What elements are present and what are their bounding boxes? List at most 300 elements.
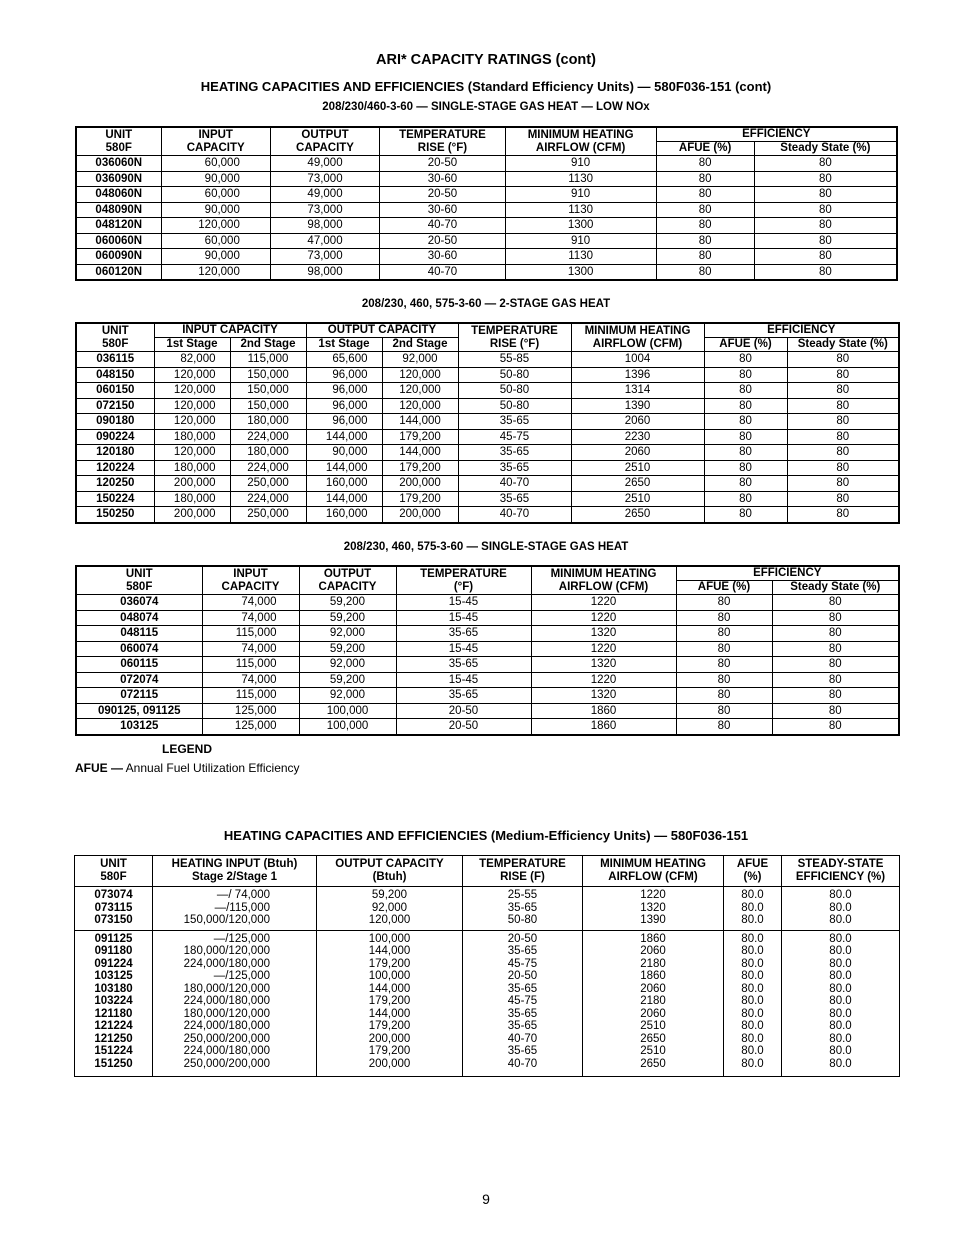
table-cell: 15-45 (396, 672, 531, 688)
table-cell: 120,000 (161, 218, 270, 234)
col-efficiency: EFFICIENCY (704, 323, 899, 338)
table-cell: 250,000 (230, 507, 306, 523)
unit-cell: 036074 (76, 595, 202, 611)
col-unit: UNIT 580F (75, 856, 153, 887)
table-cell: 82,000 (154, 352, 230, 368)
table-cell: 120,000 (382, 383, 458, 399)
table-cell: 80 (787, 445, 899, 461)
table-cell: 80 (772, 595, 899, 611)
table-row (76, 187, 897, 203)
table-cell: 80 (754, 202, 897, 218)
table-row (76, 460, 899, 476)
table-cell: 35-65 (396, 688, 531, 704)
legend-entry (75, 761, 300, 775)
table-cell: 15-45 (396, 595, 531, 611)
col-input: INPUT CAPACITY (161, 127, 270, 156)
table-cell: 250,000 (230, 476, 306, 492)
table-row (76, 641, 899, 657)
input-list: —/ 74,000 —/115,000 150,000/120,000 (153, 887, 317, 931)
table-cell: 144,000 (382, 414, 458, 430)
table-cell: 2650 (571, 476, 704, 492)
table1-caption: 208/230/460-3-60 — SINGLE-STAGE GAS HEAT — LOW NOx (322, 101, 650, 113)
unit-cell: 090180 (76, 414, 154, 430)
col-output-stage2: 2nd Stage (382, 338, 458, 352)
table-cell: 1130 (505, 202, 656, 218)
table-cell: 80 (656, 156, 754, 172)
table-cell: 910 (505, 233, 656, 249)
table-cell: 96,000 (306, 414, 382, 430)
table-cell: 80 (704, 476, 787, 492)
unit-cell: 120180 (76, 445, 154, 461)
table-cell: 80 (787, 476, 899, 492)
table-cell: 1300 (505, 218, 656, 234)
table-cell: 80 (704, 445, 787, 461)
table-cell: 59,200 (299, 610, 396, 626)
table-cell: 59,200 (299, 672, 396, 688)
table3-body (76, 595, 899, 735)
table-row (76, 703, 899, 719)
table-cell: 120,000 (154, 383, 230, 399)
table-cell: 1860 (531, 719, 676, 735)
table-cell: 80 (704, 352, 787, 368)
table-cell: 20-50 (380, 187, 506, 203)
table-cell: 74,000 (202, 641, 299, 657)
single-stage-table (75, 565, 900, 736)
output-list: 100,000 144,000 179,200 100,000 144,000 179,200 144,000 179,200 200,000 179,200 200,000 (317, 930, 463, 1077)
table-cell: 80 (656, 249, 754, 265)
table-cell: 115,000 (202, 626, 299, 642)
col-efficiency: EFFICIENCY (676, 566, 899, 581)
table-row (76, 352, 899, 368)
table-cell: 35-65 (458, 491, 571, 507)
unit-list: 073074 073115 073150 (75, 887, 153, 931)
table-cell: 80 (754, 187, 897, 203)
table-cell: 910 (505, 187, 656, 203)
table1-body (76, 156, 897, 281)
table-cell: 90,000 (161, 249, 270, 265)
table-cell: 90,000 (161, 202, 270, 218)
unit-cell: 048074 (76, 610, 202, 626)
output-list: 59,200 92,000 120,000 (317, 887, 463, 931)
table-cell: 80 (676, 610, 772, 626)
unit-cell: 036090N (76, 171, 161, 187)
table-cell: 80 (656, 218, 754, 234)
table-cell: 50-80 (458, 367, 571, 383)
table-cell: 120,000 (161, 264, 270, 280)
table-row (76, 233, 897, 249)
table-cell: 200,000 (154, 476, 230, 492)
table-cell: 92,000 (299, 657, 396, 673)
table-cell: 98,000 (270, 218, 379, 234)
table-cell: 910 (505, 156, 656, 172)
table-cell: 80 (676, 719, 772, 735)
table-row (76, 719, 899, 735)
table-cell: 47,000 (270, 233, 379, 249)
table-cell: 80 (772, 703, 899, 719)
steady-list: 80.0 80.0 80.0 (782, 887, 900, 931)
col-airflow: MINIMUM HEATING AIRFLOW (CFM) (505, 127, 656, 156)
table-cell: 80 (787, 383, 899, 399)
table-cell: 40-70 (458, 507, 571, 523)
table-cell: 180,000 (230, 414, 306, 430)
unit-cell: 036060N (76, 156, 161, 172)
table-cell: 80 (704, 398, 787, 414)
table-cell: 74,000 (202, 595, 299, 611)
legend-heading: LEGEND (162, 742, 213, 756)
table-cell: 80 (772, 688, 899, 704)
table-cell: 74,000 (202, 610, 299, 626)
table-cell: 40-70 (380, 264, 506, 280)
table-cell: 1390 (571, 398, 704, 414)
table-cell: 115,000 (202, 657, 299, 673)
unit-cell: 060060N (76, 233, 161, 249)
table-cell: 180,000 (230, 445, 306, 461)
table-cell: 115,000 (230, 352, 306, 368)
table-cell: 180,000 (154, 491, 230, 507)
table-cell: 55-85 (458, 352, 571, 368)
table-cell: 120,000 (154, 445, 230, 461)
table-cell: 160,000 (306, 507, 382, 523)
input-list: —/125,000 180,000/120,000 224,000/180,000 —/125,000 180,000/120,000 224,000/180,000 180,000/120,000 224,000/180,000 250,000/200,000 224,000/180,000 250,000/200,000 (153, 930, 317, 1077)
table3-caption: 208/230, 460, 575-3-60 — SINGLE-STAGE GAS HEAT (343, 541, 629, 553)
table-cell: 45-75 (458, 429, 571, 445)
unit-cell: 072115 (76, 688, 202, 704)
table-cell: 200,000 (154, 507, 230, 523)
table-cell: 80 (656, 202, 754, 218)
table-cell: 179,200 (382, 429, 458, 445)
temp-list: 25-55 35-65 50-80 (463, 887, 583, 931)
airflow-list: 1220 1320 1390 (583, 887, 724, 931)
col-afue: AFUE (%) (676, 581, 772, 595)
col-afue: AFUE (%) (724, 856, 782, 887)
table-cell: 98,000 (270, 264, 379, 280)
table-cell: 1320 (531, 657, 676, 673)
table-cell: 20-50 (396, 719, 531, 735)
table-cell: 2510 (571, 491, 704, 507)
unit-cell: 060090N (76, 249, 161, 265)
table-cell: 80 (787, 460, 899, 476)
table-row-group-091-151 (75, 930, 900, 1077)
table-row (76, 202, 897, 218)
table-cell: 1130 (505, 249, 656, 265)
table-cell: 90,000 (161, 171, 270, 187)
table-cell: 50-80 (458, 383, 571, 399)
table-cell: 144,000 (382, 445, 458, 461)
table-cell: 1220 (531, 672, 676, 688)
table-cell: 150,000 (230, 383, 306, 399)
table-cell: 73,000 (270, 249, 379, 265)
table-cell: 115,000 (202, 688, 299, 704)
unit-cell: 120224 (76, 460, 154, 476)
table-cell: 96,000 (306, 383, 382, 399)
unit-cell: 048150 (76, 367, 154, 383)
col-output-capacity: OUTPUT CAPACITY (Btuh) (317, 856, 463, 887)
table-cell: 73,000 (270, 171, 379, 187)
col-output-stage1: 1st Stage (306, 338, 382, 352)
temp-list: 20-50 35-65 45-75 20-50 35-65 45-75 35-65 35-65 40-70 35-65 40-70 (463, 930, 583, 1077)
table-cell: 40-70 (458, 476, 571, 492)
unit-cell: 060074 (76, 641, 202, 657)
table-cell: 80 (704, 491, 787, 507)
table-cell: 80 (787, 414, 899, 430)
table-cell: 96,000 (306, 367, 382, 383)
table-cell: 80 (704, 367, 787, 383)
table-cell: 80 (754, 171, 897, 187)
col-temp: TEMPERATURE (°F) (396, 566, 531, 595)
table-row (76, 445, 899, 461)
unit-cell: 090224 (76, 429, 154, 445)
table-row (76, 672, 899, 688)
table-cell: 80 (754, 156, 897, 172)
table-cell: 2230 (571, 429, 704, 445)
table-cell: 80 (787, 507, 899, 523)
table-row (76, 610, 899, 626)
table-cell: 65,600 (306, 352, 382, 368)
unit-cell: 072074 (76, 672, 202, 688)
table-cell: 80 (704, 383, 787, 399)
table-row-group-073 (75, 887, 900, 931)
table-cell: 120,000 (382, 367, 458, 383)
table-cell: 80 (754, 264, 897, 280)
table-cell: 1396 (571, 367, 704, 383)
table-cell: 200,000 (382, 476, 458, 492)
table-cell: 30-60 (380, 202, 506, 218)
col-unit: UNIT 580F (76, 323, 154, 352)
table-cell: 80 (772, 610, 899, 626)
table-cell: 1220 (531, 610, 676, 626)
table-cell: 60,000 (161, 233, 270, 249)
table-cell: 80 (787, 491, 899, 507)
col-temp: TEMPERATURE RISE (°F) (380, 127, 506, 156)
table-cell: 20-50 (380, 156, 506, 172)
unit-cell: 060115 (76, 657, 202, 673)
table-cell: 80 (787, 398, 899, 414)
table-cell: 180,000 (154, 460, 230, 476)
table-row (76, 383, 899, 399)
col-input-stage2: 2nd Stage (230, 338, 306, 352)
table-cell: 80 (704, 507, 787, 523)
unit-cell: 072150 (76, 398, 154, 414)
table-cell: 60,000 (161, 156, 270, 172)
table-cell: 15-45 (396, 641, 531, 657)
table-cell: 120,000 (154, 398, 230, 414)
unit-cell: 048060N (76, 187, 161, 203)
table-cell: 80 (656, 187, 754, 203)
table-cell: 180,000 (154, 429, 230, 445)
table-cell: 80 (704, 460, 787, 476)
col-temp: TEMPERATURE RISE (°F) (458, 323, 571, 352)
table-cell: 80 (772, 672, 899, 688)
table-cell: 92,000 (382, 352, 458, 368)
table-cell: 200,000 (382, 507, 458, 523)
table-cell: 120,000 (382, 398, 458, 414)
table-row (76, 491, 899, 507)
unit-cell: 150250 (76, 507, 154, 523)
afue-list: 80.0 80.0 80.0 80.0 80.0 80.0 80.0 80.0 80.0 80.0 80.0 (724, 930, 782, 1077)
table-cell: 80 (676, 641, 772, 657)
page-number: 9 (482, 1191, 490, 1207)
table2-caption: 208/230, 460, 575-3-60 — 2-STAGE GAS HEAT (361, 298, 611, 310)
table-cell: 80 (676, 672, 772, 688)
table-row (76, 429, 899, 445)
table-cell: 1860 (531, 703, 676, 719)
table-row (76, 156, 897, 172)
table-cell: 49,000 (270, 156, 379, 172)
table-row (76, 264, 897, 280)
col-steady: Steady State (%) (787, 338, 899, 352)
table-cell: 80 (772, 719, 899, 735)
table-cell: 150,000 (230, 398, 306, 414)
legend-definition: Annual Fuel Utilization Efficiency (125, 761, 300, 775)
table-cell: 40-70 (380, 218, 506, 234)
afue-list: 80.0 80.0 80.0 (724, 887, 782, 931)
low-nox-table (75, 126, 898, 281)
table-cell: 2650 (571, 507, 704, 523)
table-cell: 15-45 (396, 610, 531, 626)
unit-cell: 060120N (76, 264, 161, 280)
table-cell: 92,000 (299, 688, 396, 704)
table-row (76, 688, 899, 704)
table-cell: 224,000 (230, 491, 306, 507)
unit-cell: 103125 (76, 719, 202, 735)
table-cell: 60,000 (161, 187, 270, 203)
table-cell: 80 (704, 414, 787, 430)
col-output: OUTPUT CAPACITY (299, 566, 396, 595)
table-cell: 80 (787, 352, 899, 368)
table-cell: 80 (754, 249, 897, 265)
table-cell: 74,000 (202, 672, 299, 688)
table-cell: 150,000 (230, 367, 306, 383)
table-cell: 80 (787, 367, 899, 383)
table-cell: 80 (704, 429, 787, 445)
table-cell: 100,000 (299, 719, 396, 735)
col-steady: STEADY-STATE EFFICIENCY (%) (782, 856, 900, 887)
table-cell: 80 (656, 264, 754, 280)
table-cell: 90,000 (306, 445, 382, 461)
table-cell: 80 (676, 688, 772, 704)
table-cell: 80 (676, 626, 772, 642)
table-cell: 2060 (571, 445, 704, 461)
table-cell: 125,000 (202, 719, 299, 735)
table-cell: 80 (754, 218, 897, 234)
table-cell: 2060 (571, 414, 704, 430)
table-cell: 30-60 (380, 249, 506, 265)
unit-cell: 048120N (76, 218, 161, 234)
table-cell: 1300 (505, 264, 656, 280)
table-cell: 50-80 (458, 398, 571, 414)
table-cell: 80 (676, 703, 772, 719)
two-stage-table (75, 322, 900, 524)
unit-cell: 048115 (76, 626, 202, 642)
unit-cell: 036115 (76, 352, 154, 368)
table-cell: 144,000 (306, 460, 382, 476)
col-input-stage1: 1st Stage (154, 338, 230, 352)
table-cell: 80 (676, 595, 772, 611)
table-cell: 1220 (531, 641, 676, 657)
col-output: OUTPUT CAPACITY (270, 127, 379, 156)
table-cell: 224,000 (230, 429, 306, 445)
table-cell: 59,200 (299, 641, 396, 657)
steady-list: 80.0 80.0 80.0 80.0 80.0 80.0 80.0 80.0 80.0 80.0 80.0 (782, 930, 900, 1077)
table-cell: 49,000 (270, 187, 379, 203)
unit-cell: 150224 (76, 491, 154, 507)
page-title: ARI* CAPACITY RATINGS (cont) (376, 52, 596, 68)
col-heating-input: HEATING INPUT (Btuh) Stage 2/Stage 1 (153, 856, 317, 887)
table-cell: 120,000 (154, 367, 230, 383)
table-cell: 92,000 (299, 626, 396, 642)
table-cell: 2510 (571, 460, 704, 476)
table-row (76, 595, 899, 611)
table-cell: 20-50 (396, 703, 531, 719)
col-input: INPUT CAPACITY (202, 566, 299, 595)
table-cell: 35-65 (458, 414, 571, 430)
table-cell: 80 (772, 641, 899, 657)
table-cell: 224,000 (230, 460, 306, 476)
table-cell: 35-65 (396, 626, 531, 642)
table-cell: 35-65 (458, 460, 571, 476)
table-cell: 80 (754, 233, 897, 249)
legend-term: AFUE — (75, 761, 123, 775)
table-row (76, 367, 899, 383)
table-cell: 125,000 (202, 703, 299, 719)
table-cell: 179,200 (382, 491, 458, 507)
airflow-list: 1860 2060 2180 1860 2060 2180 2060 2510 2650 2510 2650 (583, 930, 724, 1077)
table-cell: 80 (676, 657, 772, 673)
table-cell: 1320 (531, 626, 676, 642)
unit-cell: 048090N (76, 202, 161, 218)
unit-cell: 060150 (76, 383, 154, 399)
unit-cell: 090125, 091125 (76, 703, 202, 719)
table-cell: 96,000 (306, 398, 382, 414)
table-cell: 100,000 (299, 703, 396, 719)
table-cell: 73,000 (270, 202, 379, 218)
table-cell: 120,000 (154, 414, 230, 430)
col-temp: TEMPERATURE RISE (F) (463, 856, 583, 887)
table-cell: 80 (656, 233, 754, 249)
col-airflow: MINIMUM HEATING AIRFLOW (CFM) (531, 566, 676, 595)
col-efficiency: EFFICIENCY (656, 127, 897, 142)
table-row (76, 171, 897, 187)
section-title-standard: HEATING CAPACITIES AND EFFICIENCIES (Standard Efficiency Units) — 580F036-151 (cont) (200, 79, 772, 94)
table2-body (76, 352, 899, 523)
unit-list: 091125 091180 091224 103125 103180 103224 121180 121224 121250 151224 151250 (75, 930, 153, 1077)
table-cell: 30-60 (380, 171, 506, 187)
col-afue: AFUE (%) (704, 338, 787, 352)
col-output-capacity: OUTPUT CAPACITY (306, 323, 458, 338)
table-cell: 80 (656, 171, 754, 187)
table-cell: 1004 (571, 352, 704, 368)
table-cell: 80 (772, 657, 899, 673)
table-row (76, 657, 899, 673)
col-unit: UNIT 580F (76, 566, 202, 595)
section-title-medium: HEATING CAPACITIES AND EFFICIENCIES (Medium-Efficiency Units) — 580F036-151 (223, 828, 749, 843)
table-cell: 80 (787, 429, 899, 445)
table-row (76, 626, 899, 642)
table-cell: 144,000 (306, 429, 382, 445)
table-cell: 1130 (505, 171, 656, 187)
col-airflow: MINIMUM HEATING AIRFLOW (CFM) (583, 856, 724, 887)
table-row (76, 398, 899, 414)
col-steady: Steady State (%) (754, 142, 897, 156)
table-cell: 59,200 (299, 595, 396, 611)
table-cell: 35-65 (458, 445, 571, 461)
col-unit: UNIT 580F (76, 127, 161, 156)
table-row (76, 414, 899, 430)
table-cell: 1314 (571, 383, 704, 399)
col-afue: AFUE (%) (656, 142, 754, 156)
table-row (76, 218, 897, 234)
col-airflow: MINIMUM HEATING AIRFLOW (CFM) (571, 323, 704, 352)
